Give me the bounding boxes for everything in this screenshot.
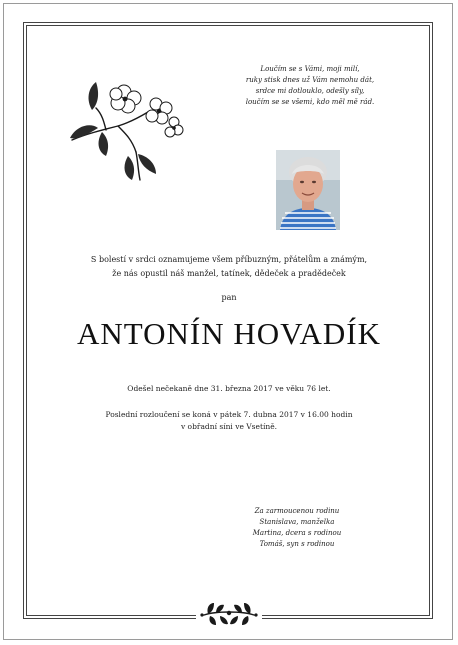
deceased-name: ANTONÍN HOVADÍK xyxy=(76,316,382,351)
funeral-line: v obřadní síni ve Vsetíně. xyxy=(180,422,278,431)
apple-blossom-branch-icon xyxy=(66,70,184,182)
announcement-line: že nás opustil náš manžel, tatínek, dědeček a pradědeček xyxy=(112,269,346,278)
leaf-ornament-icon xyxy=(196,601,262,627)
poem-line: ruky stisk dnes už Vám nemohu dát, xyxy=(245,76,375,84)
funeral-line: Poslední rozloučení se koná v pátek 7. dubna 2017 v 16.00 hodin xyxy=(105,410,353,419)
announcement-text xyxy=(40,253,418,281)
poem-line: loučím se se všemi, kdo měl mě rád. xyxy=(245,98,375,106)
mourner-line: Stanislava, manželka xyxy=(259,518,335,526)
poem-line: srdce mi dotlouklo, odešly síly, xyxy=(255,87,365,95)
farewell-poem xyxy=(230,64,390,108)
mourner-line: Tomáš, syn s rodinou xyxy=(259,540,335,548)
mourner-line: Martina, dcera s rodinou xyxy=(252,529,342,537)
death-notice: Odešel nečekaně dne 31. března 2017 ve věku 76 let. xyxy=(127,384,331,393)
mourners-list xyxy=(232,506,362,550)
honorific: pan xyxy=(221,293,237,302)
funeral-info xyxy=(40,409,418,433)
announcement-line: S bolestí v srdci oznamujeme všem příbuzným, přátelům a známým, xyxy=(90,255,368,264)
poem-line: Loučím se s Vámi, moji milí, xyxy=(260,65,360,73)
portrait-photo xyxy=(276,150,340,230)
mourner-line: Za zarmoucenou rodinu xyxy=(254,507,340,515)
